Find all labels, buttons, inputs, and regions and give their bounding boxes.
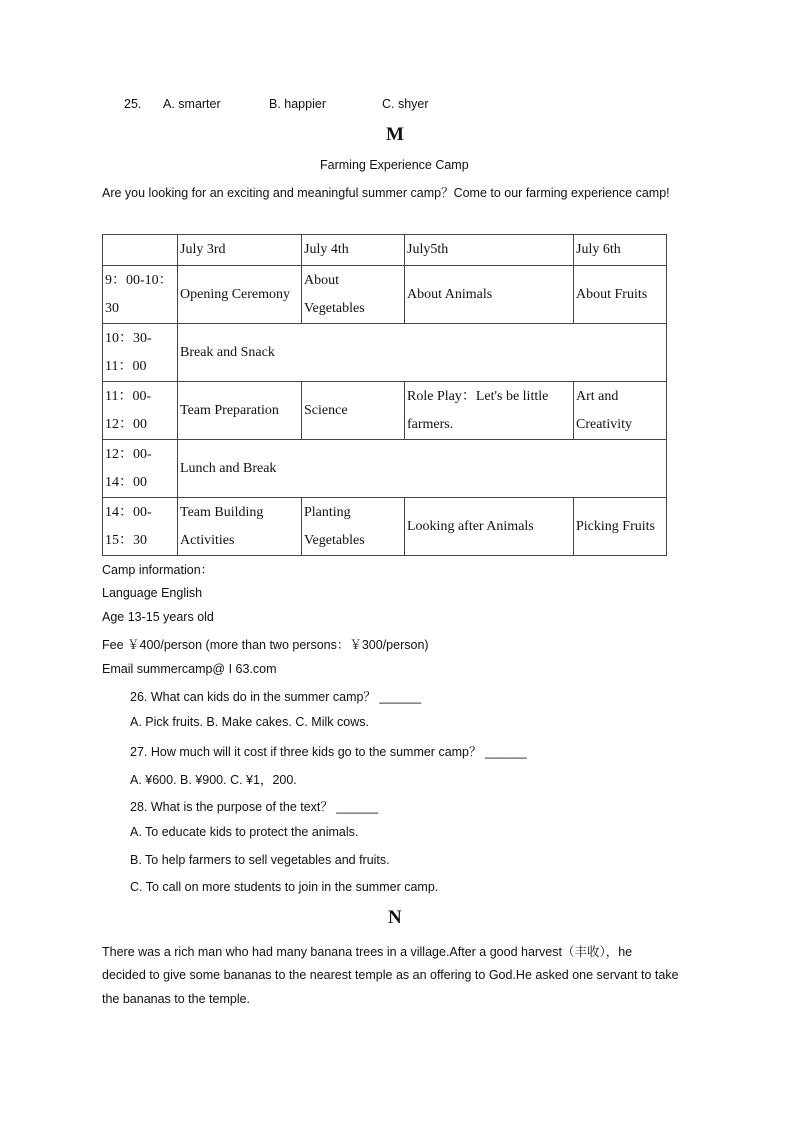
camp-title: Farming Experience Camp — [320, 158, 469, 172]
table-row — [103, 324, 667, 382]
table-cell: Team Preparation — [178, 382, 302, 440]
camp-info-fee: Fee ￥400/person (more than two persons：￥300/person) — [102, 638, 429, 652]
table-cell-span: Lunch and Break — [178, 440, 667, 498]
table-cell: Science — [302, 382, 405, 440]
table-cell: About Animals — [405, 266, 574, 324]
time-cell: 10：30-11：00 — [103, 324, 178, 382]
table-cell-span: Break and Snack — [178, 324, 667, 382]
option-c: C. shyer — [382, 97, 429, 111]
time-cell: 9：00-10：30 — [103, 266, 178, 324]
question-27-stem: 27. How much will it cost if three kids go to the summer camp？ ______ — [130, 745, 527, 759]
camp-info-age: Age 13-15 years old — [102, 610, 214, 624]
table-cell: Picking Fruits — [574, 498, 667, 556]
camp-info-email: Email summercamp@ I 63.com — [102, 662, 277, 676]
table-cell: Looking after Animals — [405, 498, 574, 556]
table-cell: Team Building Activities — [178, 498, 302, 556]
table-cell: Opening Ceremony — [178, 266, 302, 324]
header-cell: July 3rd — [178, 235, 302, 266]
question-26-stem: 26. What can kids do in the summer camp？ ______ — [130, 690, 422, 704]
header-cell: July5th — [405, 235, 574, 266]
passage-line: There was a rich man who had many banana trees in a village.After a good harvest（丰收），he — [102, 945, 633, 959]
time-cell: 14：00-15：30 — [103, 498, 178, 556]
question-28-stem: 28. What is the purpose of the text？ ______ — [130, 800, 379, 814]
table-row — [103, 266, 667, 324]
section-m-heading: M — [386, 124, 404, 145]
passage-line: decided to give some bananas to the nearest temple as an offering to God.He asked one servant to take — [102, 968, 679, 982]
header-cell: July 6th — [574, 235, 667, 266]
table-row — [103, 440, 667, 498]
option-a: A. smarter — [163, 97, 221, 111]
header-cell: July 4th — [302, 235, 405, 266]
time-cell: 11：00-12：00 — [103, 382, 178, 440]
camp-info-language: Language English — [102, 586, 203, 600]
option-b: B. happier — [269, 97, 326, 111]
table-cell: Art and Creativity — [574, 382, 667, 440]
question-25 — [124, 97, 429, 111]
table-cell: About Fruits — [574, 266, 667, 324]
table-cell: Role Play：Let's be little farmers. — [405, 382, 574, 440]
table-cell: Planting Vegetables — [302, 498, 405, 556]
table-row — [103, 382, 667, 440]
question-26-options: A. Pick fruits. B. Make cakes. C. Milk cows. — [130, 715, 369, 729]
question-28-option-b: B. To help farmers to sell vegetables and fruits. — [130, 853, 390, 867]
section-n-heading: N — [388, 907, 402, 928]
question-28-option-a: A. To educate kids to protect the animals. — [130, 825, 359, 839]
table-cell: About Vegetables — [302, 266, 405, 324]
passage-line: the bananas to the temple. — [102, 992, 251, 1006]
header-cell — [103, 235, 178, 266]
table-header-row — [103, 235, 667, 266]
schedule-table — [102, 234, 667, 556]
camp-info-heading: Camp information： — [102, 563, 214, 577]
question-number: 25. — [124, 97, 142, 111]
question-28-option-c: C. To call on more students to join in the summer camp. — [130, 880, 439, 894]
table-row — [103, 498, 667, 556]
question-27-options: A. ¥600. B. ¥900. C. ¥1，200. — [130, 773, 297, 787]
time-cell: 12：00-14：00 — [103, 440, 178, 498]
camp-intro: Are you looking for an exciting and meaningful summer camp？Come to our farming experience camp! — [102, 186, 670, 200]
